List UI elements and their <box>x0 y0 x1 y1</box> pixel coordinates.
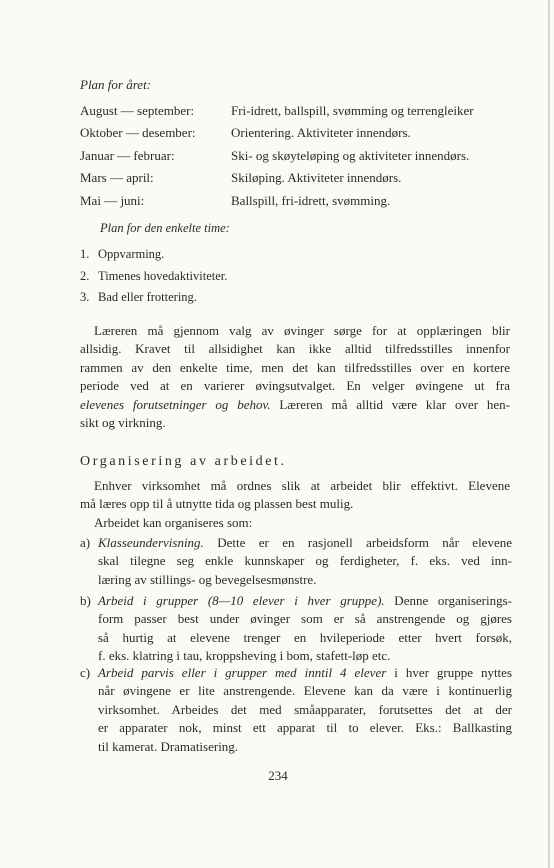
step-text: Oppvarming. <box>98 247 165 261</box>
lesson-step <box>80 287 227 309</box>
text-line: så hurtig at elevene trenger en hvileperiode etter hvert forsøk, <box>98 629 512 645</box>
text-line: virksomhet. Arbeides det med småapparater, forutsettes det at der <box>98 701 512 717</box>
text-span: Dette er en rasjonell arbeidsform når elevene <box>203 535 512 550</box>
schedule-activity: Skiløping. Aktiviteter innendørs. <box>231 170 402 186</box>
page-number: 234 <box>268 768 288 783</box>
list-item <box>80 664 512 756</box>
text-line: skal tilegne seg enkle kunnskaper og ferdigheter, f. eks. ved inn- <box>98 553 512 569</box>
schedule-period: August — september: <box>80 103 195 118</box>
text-line <box>98 664 512 682</box>
schedule-activity: Ski- og skøyteløping og aktiviteter innendørs. <box>231 147 470 163</box>
schedule-row <box>80 100 520 122</box>
list-item <box>80 592 512 666</box>
organisation-list <box>80 534 512 589</box>
text-line: Læreren må gjennom valg av øvinger sørge for at opplæringen blir <box>94 323 510 338</box>
text-line: f. eks. klatring i tau, kroppsheving i bom, stafett-løp etc. <box>98 648 391 664</box>
text-line: læring av stillings- og bevegelsesmønstre. <box>98 571 317 587</box>
text-line: Enhver virksomhet må ordnes slik at arbeidet blir effektivt. Elevene <box>94 478 510 493</box>
lesson-step <box>80 266 227 288</box>
step-text: Bad eller frottering. <box>98 290 197 305</box>
schedule-period: Mars — april: <box>80 170 154 186</box>
text-line: form passer best under øvinger som er så anstrengende og gjøres <box>98 611 512 627</box>
emphasis-text: Arbeid parvis eller i grupper med inntil 4 elever <box>98 665 387 680</box>
schedule-activity: Fri-idrett, ballspill, svømming og terrengleiker <box>231 103 474 118</box>
text-line: når øvingene er lite anstrengende. Elevene kan da være i kontinuerlig <box>98 683 512 699</box>
schedule-row <box>80 167 520 189</box>
item-marker: c) <box>80 665 91 680</box>
organisation-list <box>80 592 512 666</box>
schedule-activity: Ballspill, fri-idrett, svømming. <box>231 192 391 208</box>
text-line: er apparater nok, minst ett apparat til to elever. Eks.: Ballkasting <box>98 720 512 736</box>
emphasis-text: Arbeid i grupper (8—10 elever i hver gruppe). <box>98 593 385 608</box>
item-marker: b) <box>80 593 91 608</box>
year-plan-title: Plan for året: <box>80 77 152 92</box>
step-number: 2. <box>80 268 90 283</box>
text-span: i hver gruppe nyttes <box>386 665 512 680</box>
text-line: må læres opp til å utnytte tida og plassen best mulig. <box>80 496 354 512</box>
text-span: Læreren må alltid være klar over hen- <box>270 396 510 412</box>
text-line: Arbeidet kan organiseres som: <box>94 514 253 530</box>
emphasis-text: Klasseundervisning. <box>98 535 204 550</box>
schedule-row <box>80 145 520 167</box>
schedule-period: Januar — februar: <box>80 147 175 163</box>
list-item <box>80 534 512 589</box>
step-text: Timenes hovedaktiviteter. <box>98 268 228 283</box>
page-edge <box>548 0 550 868</box>
paragraph-organisation <box>80 477 510 532</box>
text-line <box>98 592 512 610</box>
text-line: periode ved at en varierer øvingsutvalget. En velger øvingene ut fra <box>80 378 510 394</box>
emphasis-text: elevenes forutsetninger og behov. <box>80 396 271 412</box>
schedule-row <box>80 122 520 144</box>
lesson-step <box>80 244 227 266</box>
year-schedule <box>80 100 520 212</box>
text-line: sikt og virkning. <box>80 414 166 430</box>
text-line: til kamerat. Dramatisering. <box>98 738 239 754</box>
step-number: 1. <box>80 247 90 261</box>
schedule-activity: Orientering. Aktiviteter innendørs. <box>231 125 411 141</box>
text-span: Denne organiserings- <box>384 593 513 608</box>
text-line: allsidig. Kravet til allsidighet kan ikke alltid tilfredsstilles innenfor <box>80 341 510 357</box>
text-line <box>98 534 512 552</box>
paragraph-variety <box>80 322 510 432</box>
step-number: 3. <box>80 290 90 305</box>
schedule-period: Oktober — desember: <box>80 125 196 141</box>
schedule-row <box>80 190 520 212</box>
schedule-period: Mai — juni: <box>80 192 145 208</box>
organisation-list <box>80 664 512 756</box>
text-line: rammen av den enkelte time, men det kan tilfredsstilles over en kortere <box>80 359 510 375</box>
section-heading: Organisering av arbeidet. <box>80 454 287 469</box>
lesson-steps <box>80 244 227 309</box>
text-line <box>80 396 510 414</box>
lesson-plan-title: Plan for den enkelte time: <box>100 221 230 235</box>
item-marker: a) <box>80 535 91 550</box>
